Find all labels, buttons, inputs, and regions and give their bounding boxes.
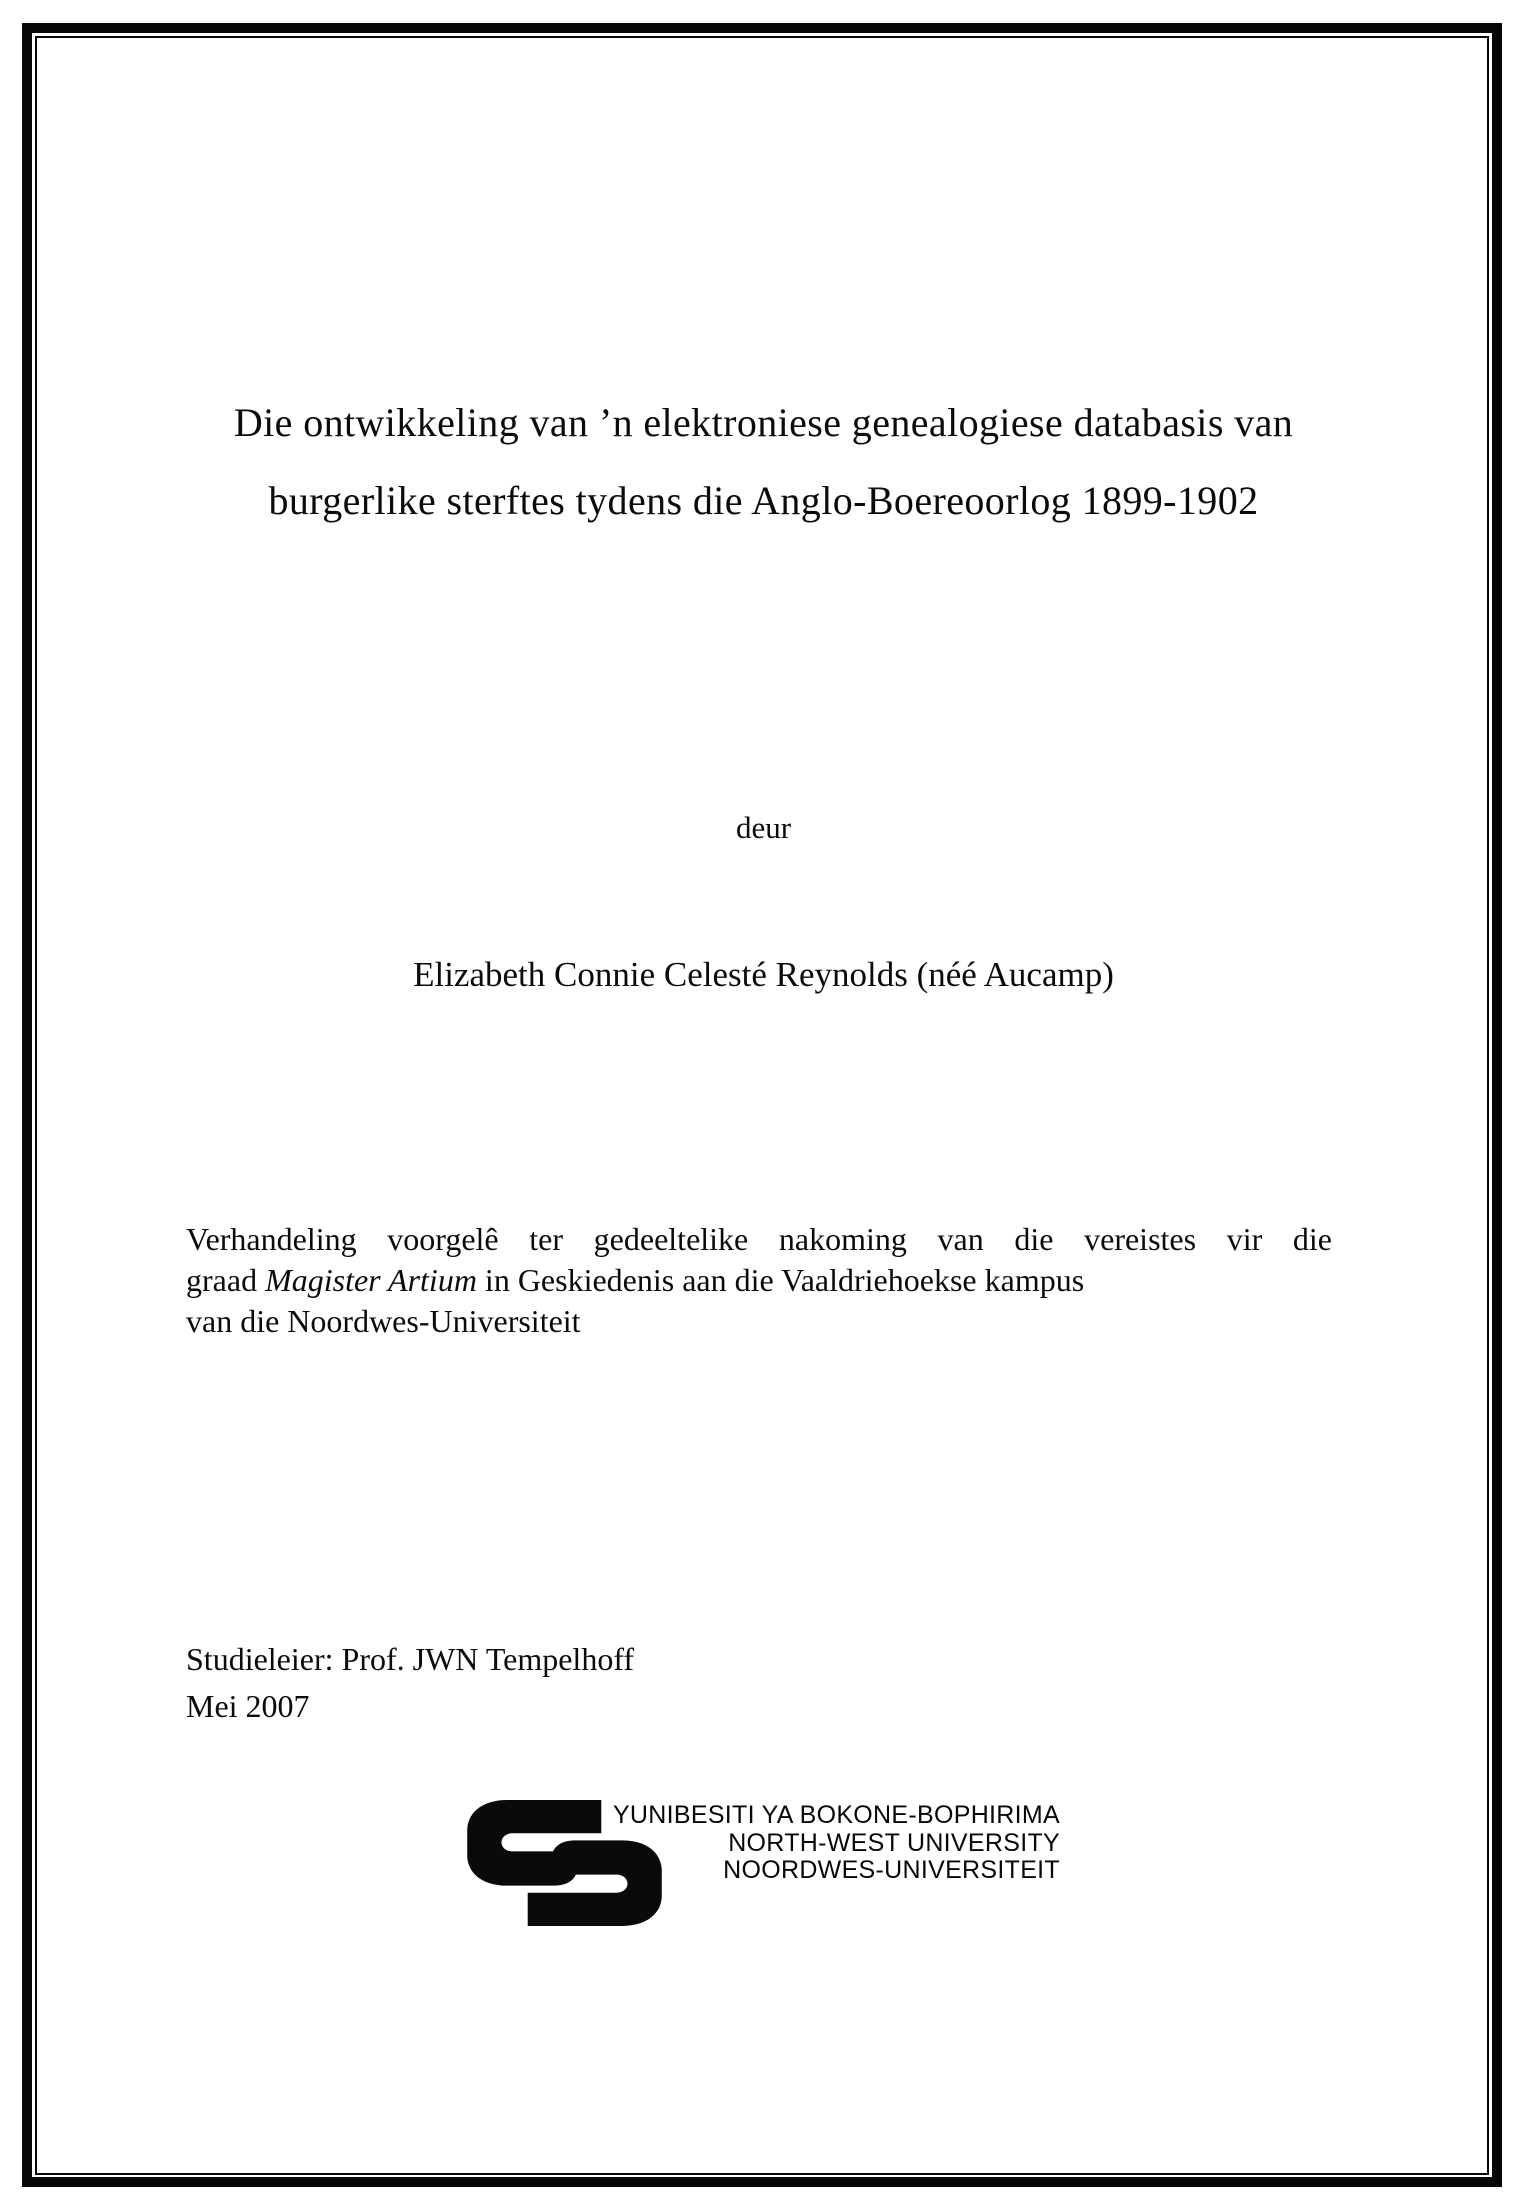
university-names (613, 1802, 1060, 1885)
degree-statement-line-2-pre: graad (186, 1262, 266, 1298)
degree-statement (186, 1219, 1332, 1342)
university-logo (467, 1798, 1060, 1938)
supervisor-block (186, 1636, 634, 1730)
university-name-setswana: YUNIBESITI YA BOKONE-BOPHIRIMA (612, 1801, 1060, 1829)
degree-statement-line-2 (186, 1260, 1332, 1301)
supervisor-line: Studieleier: Prof. JWN Tempelhoff (186, 1641, 635, 1677)
degree-statement-line-3: van die Noordwes-Universiteit (186, 1303, 581, 1339)
degree-name: Magister Artium (265, 1262, 477, 1298)
degree-statement-line-2-post: in Geskiedenis aan die Vaaldriehoekse kampus (476, 1262, 1085, 1298)
university-name-english: NORTH-WEST UNIVERSITY (728, 1828, 1060, 1857)
university-name-afrikaans: NOORDWES-UNIVERSITEIT (723, 1856, 1060, 1884)
author-name: Elizabeth Connie Celesté Reynolds (néé Aucamp) (413, 955, 1114, 994)
date-line: Mei 2007 (186, 1688, 310, 1724)
thesis-title-line-2: burgerlike sterftes tydens die Anglo-Boereoorlog 1899-1902 (268, 478, 1259, 523)
thesis-title (95, 384, 1432, 540)
degree-statement-line-1: Verhandeling voorgelê ter gedeeltelike nakoming van die vereistes vir die (186, 1221, 1332, 1257)
byline-preposition: deur (735, 810, 792, 845)
thesis-title-line-1: Die ontwikkeling van ’n elektroniese genealogiese databasis van (233, 400, 1294, 445)
